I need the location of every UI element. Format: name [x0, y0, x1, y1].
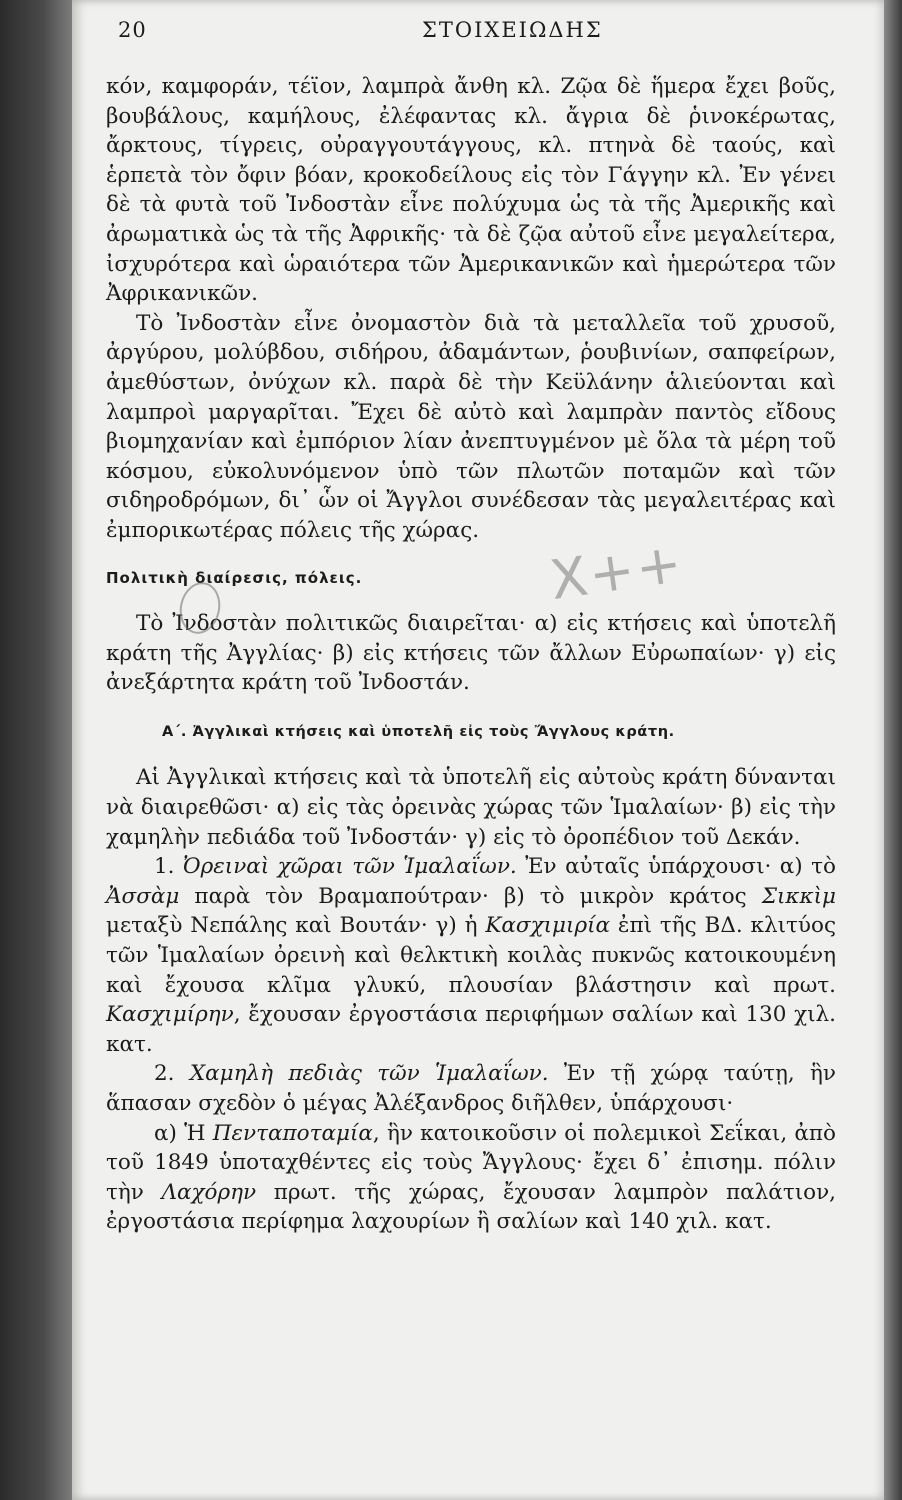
book-page [72, 0, 884, 1500]
running-title: ΣΤΟΙΧΕΙΩΔΗΣ [422, 18, 603, 42]
numbered-item-mountain-lands [106, 852, 836, 1059]
item-text: πρωτ. τῆς χώρας, ἔχουσαν λαμπρὸν παλάτιον, ἐργοστάσια περίφημα λαχουρίων ἢ σαλίων καὶ 140 χιλ. κατ. [106, 1179, 836, 1235]
item-text: ἐπὶ τῆς ΒΔ. κλιτύος τῶν Ἱμαλαίων ὀρεινὴ καὶ θελκτικὴ κοιλὰς πυκνῶς κατοικουμένη καὶ ἔχουσα κλῖμα γλυκύ, πλουσίαν βλάστησιν καὶ πρωτ. [106, 913, 836, 998]
place-name-pentapotamia: Πενταποταμία [212, 1120, 373, 1146]
page-number: 20 [118, 18, 147, 42]
scan-left-edge [0, 0, 72, 1500]
paragraph-minerals-industry: Τὸ Ἰνδοστὰν εἶνε ὀνομαστὸν διὰ τὰ μεταλλεῖα τοῦ χρυσοῦ, ἀργύρου, μολύβδου, σιδήρου, ἀδαμάντων, ῥουβινίων, σαπφείρων, ἀμεθύστων, ὀνύχων κλ. παρὰ δὲ τὴν Κεϋλάνην ἁλιεύονται καὶ λαμπροὶ μαργαρῖται. Ἔχει δὲ αὐτὸ καὶ λαμπρὰν παντὸς εἴδους βιομηχανίαν καὶ ἐμπόριον λίαν ἀνεπτυγμένον μὲ ὅλα τὰ μέρη τοῦ κόσμου, εὐκολυνόμενον ὑπὸ τῶν πλωτῶν ποταμῶν καὶ τῶν σιδηροδρόμων, δι᾽ ὧν οἱ Ἄγγλοι συνέδεσαν τὰς μεγαλειτέρας καὶ ἐμπορικωτέρας πόλεις τῆς χώρας. [106, 310, 836, 543]
paragraph-political-division: Τὸ Ἰνδοστὰν πολιτικῶς διαιρεῖται· α) εἰς κτήσεις καὶ ὑποτελῆ κράτη τῆς Ἀγγλίας· β) εἰς κτήσεις τῶν ἄλλων Εὐρωπαίων· γ) εἰς ἀνεξάρτητα κράτη τοῦ Ἰνδοστάν. [106, 611, 836, 696]
item-text: , ἔχουσαν ἐργοστάσια περιφήμων σαλίων καὶ 130 χιλ. κατ. [106, 1002, 836, 1057]
place-name-assam: Ἀσσὰμ [106, 883, 180, 909]
place-name-sikkim: Σικκὶμ [761, 883, 836, 909]
scan-right-edge [884, 0, 902, 1500]
sub-item-punjab [106, 1119, 836, 1237]
running-head [112, 18, 854, 48]
item-number: 2. [154, 1061, 175, 1087]
numbered-item-low-plain [106, 1059, 836, 1118]
item-text: , ἣν κατοικοῦσιν οἱ πολεμικοὶ Σεΐκαι, ἀπὸ τοῦ 1849 ὑποταχθέντες εἰς τοὺς Ἄγγλους· ἔχει δ᾽ ἐπισημ. πόλιν τὴν [106, 1120, 836, 1205]
item-title: Χαμηλὴ πεδιὰς τῶν Ἱμαλαΐων. [189, 1061, 549, 1087]
item-title: Ὀρειναὶ χῶραι τῶν Ἱμαλαΐων. [182, 854, 517, 880]
place-name-kashmir-city: Κασχιμίρην [106, 1002, 234, 1028]
body-text [106, 72, 836, 1237]
place-name-kashmir: Κασχιμιρία [485, 913, 611, 939]
place-name-lahore: Λαχόρην [161, 1179, 257, 1205]
item-text: Ἐν τῇ χώρᾳ ταύτῃ, ἣν ἅπασαν σχεδὸν ὁ μέγας Ἀλέξανδρος διῆλθεν, ὑπάρχουσι· [106, 1061, 837, 1116]
item-text: Ἐν αὐταῖς ὑπάρχουσι· α) τὸ [516, 854, 836, 880]
paragraph-english-possessions: Αἱ Ἀγγλικαὶ κτήσεις καὶ τὰ ὑποτελῆ εἰς αὐτοὺς κράτη δύνανται νὰ διαιρεθῶσι· α) εἰς τὰς ὀρεινὰς χώρας τῶν Ἱμαλαίων· β) εἰς τὴν χαμηλὴν πεδιάδα τοῦ Ἰνδοστάν· γ) εἰς τὸ ὀροπέδιον τοῦ Δεκάν. [106, 765, 836, 850]
subsection-heading-english-possessions: Α΄. Ἀγγλικαὶ κτήσεις καὶ ὑποτελῆ εἰς τοὺς Ἄγγλους κράτη. [162, 723, 675, 740]
section-heading-political-division: Πολιτικὴ διαίρεσις, πόλεις. [106, 568, 363, 587]
item-text: α) Ἡ [154, 1120, 213, 1146]
item-number: 1. [154, 854, 175, 880]
paragraph-flora-fauna: κόν, καμφοράν, τέϊον, λαμπρὰ ἄνθη κλ. Ζῷα δὲ ἥμερα ἔχει βοῦς, βουβάλους, καμήλους, ἐλέφαντας κλ. ἄγρια δὲ ῥινοκέρωτας, ἄρκτους, τίγρεις, οὐραγγουτάγγους, κλ. πτηνὰ δὲ ταούς, καὶ ἑρπετὰ τὸν ὄφιν βόαν, κροκοδείλους εἰς τὸν Γάγγην κλ. Ἐν γένει δὲ τὰ φυτὰ τοῦ Ἰνδοστὰν εἶνε πολύχυμα ὡς τὰ τῆς Ἀμερικῆς καὶ ἀρωματικὰ ὡς τὰ τῆς Ἀφρικῆς· τὰ δὲ ζῷα αὐτοῦ εἶνε μεγαλείτερα, ἰσχυρότερα καὶ ὡραιότερα τῶν Ἀμερικανικῶν καὶ ἡμερώτερα τῶν Ἀφρικανικῶν. [106, 74, 836, 307]
pencil-annotation: Χ++ [546, 531, 688, 612]
item-text: παρὰ τὸν Βραμαπούτραν· β) τὸ μικρὸν κράτος [179, 883, 762, 909]
item-text: μεταξὺ Νεπάλης καὶ Βουτάν· γ) ἡ [106, 913, 486, 939]
